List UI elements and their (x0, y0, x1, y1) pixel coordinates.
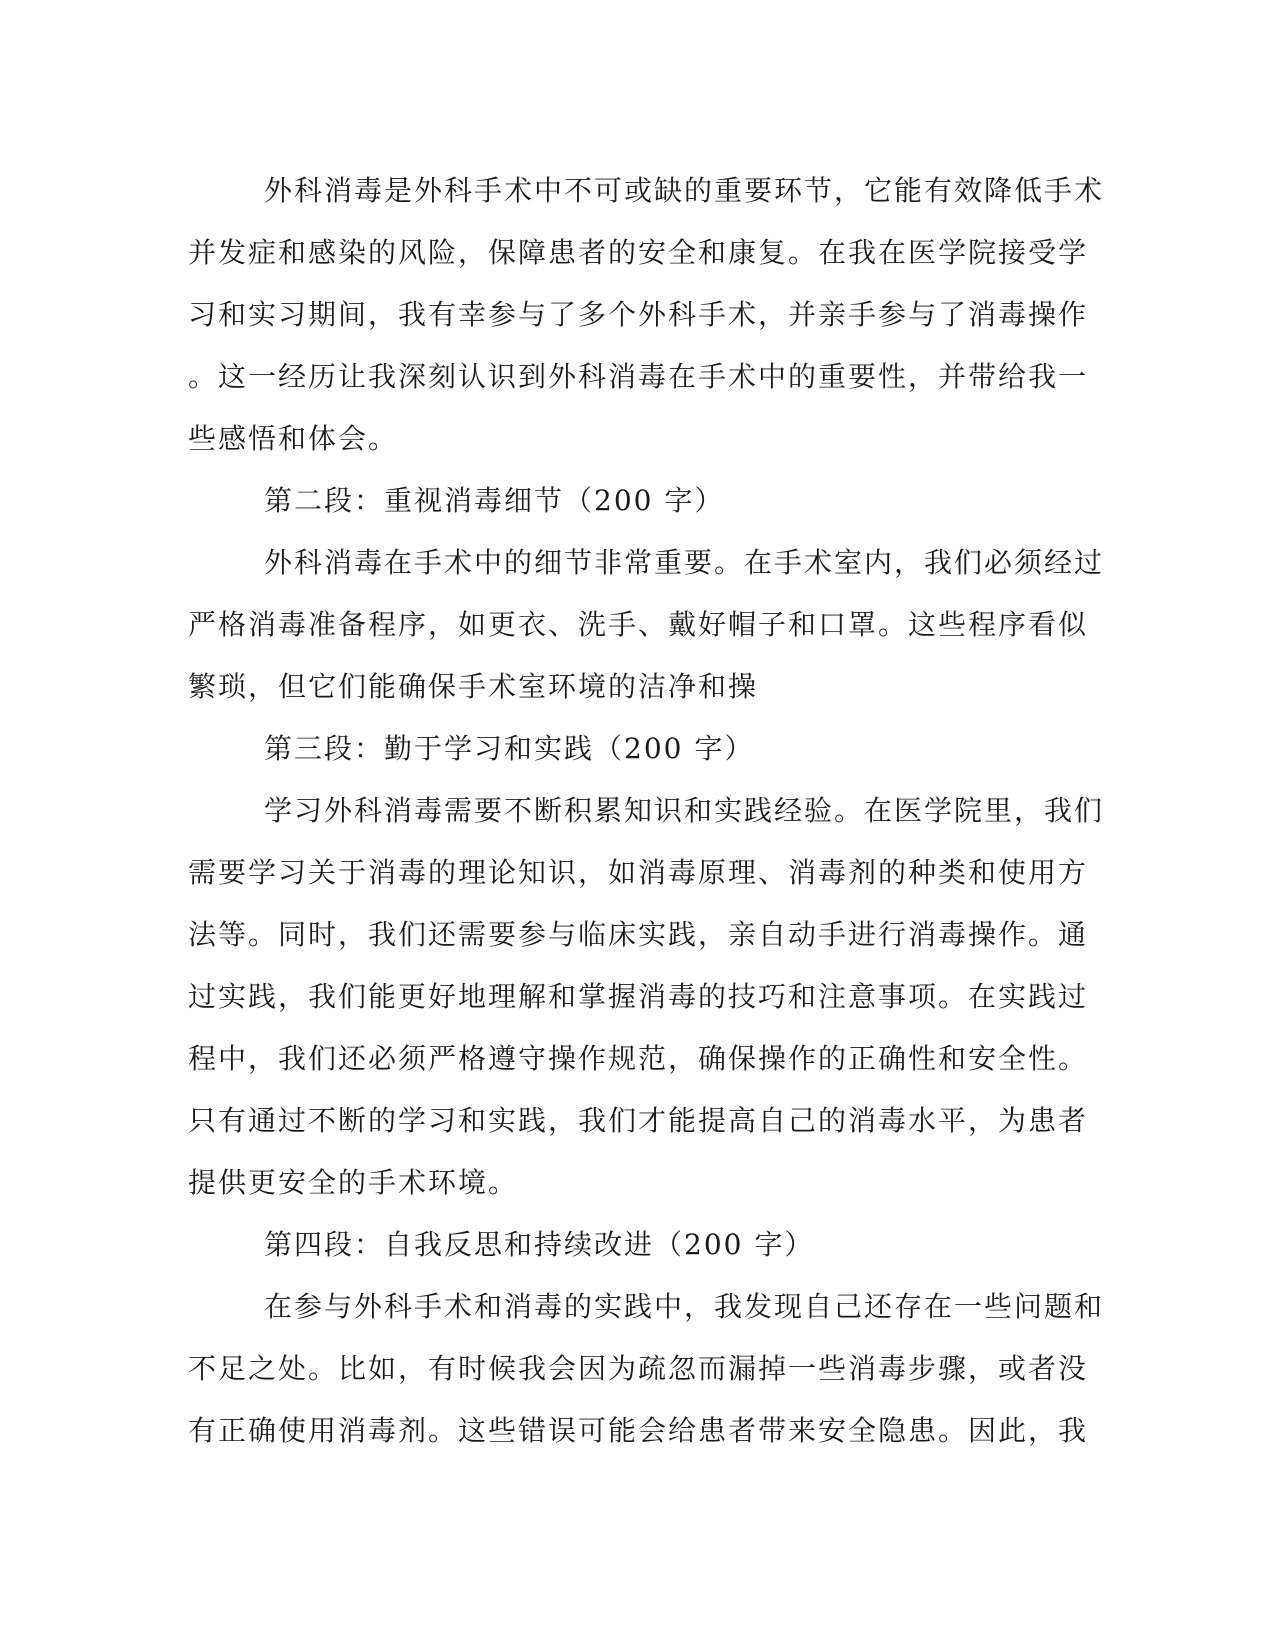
paragraph-3-line-3: 法等。同时，我们还需要参与临床实践，亲自动手进行消毒操作。通 (188, 918, 1089, 951)
paragraph-3-line-1: 学习外科消毒需要不断积累知识和实践经验。在医学院里，我们 (264, 794, 1105, 827)
paragraph-1-line-5: 些感悟和体会。 (188, 422, 399, 455)
paragraph-1-line-3: 习和实习期间，我有幸参与了多个外科手术，并亲手参与了消毒操作 (188, 298, 1089, 331)
paragraph-4-line-3: 有正确使用消毒剂。这些错误可能会给患者带来安全隐患。因此，我 (188, 1414, 1089, 1447)
paragraph-2-line-1: 外科消毒在手术中的细节非常重要。在手术室内，我们必须经过 (264, 546, 1105, 579)
paragraph-3-line-2: 需要学习关于消毒的理论知识，如消毒原理、消毒剂的种类和使用方 (188, 856, 1089, 889)
paragraph-3-line-5: 程中，我们还必须严格遵守操作规范，确保操作的正确性和安全性。 (188, 1042, 1089, 1075)
paragraph-3-line-6: 只有通过不断的学习和实践，我们才能提高自己的消毒水平，为患者 (188, 1104, 1089, 1137)
section-heading-2: 第二段：重视消毒细节（200 字） (264, 484, 725, 517)
paragraph-1-line-1: 外科消毒是外科手术中不可或缺的重要环节，它能有效降低手术 (264, 174, 1105, 207)
paragraph-1-line-2: 并发症和感染的风险，保障患者的安全和康复。在我在医学院接受学 (188, 236, 1089, 269)
paragraph-1-line-4: 。这一经历让我深刻认识到外科消毒在手术中的重要性，并带给我一 (188, 360, 1089, 393)
section-heading-3: 第三段：勤于学习和实践（200 字） (264, 732, 755, 765)
document-body (188, 160, 1105, 1462)
paragraph-2-line-3: 繁琐，但它们能确保手术室环境的洁净和操 (188, 670, 759, 703)
paragraph-3-line-4: 过实践，我们能更好地理解和掌握消毒的技巧和注意事项。在实践过 (188, 980, 1089, 1013)
paragraph-4-line-2: 不足之处。比如，有时候我会因为疏忽而漏掉一些消毒步骤，或者没 (188, 1352, 1089, 1385)
section-heading-4: 第四段：自我反思和持续改进（200 字） (264, 1228, 815, 1261)
paragraph-4-line-1: 在参与外科手术和消毒的实践中，我发现自己还存在一些问题和 (264, 1290, 1105, 1323)
paragraph-2-line-2: 严格消毒准备程序，如更衣、洗手、戴好帽子和口罩。这些程序看似 (188, 608, 1089, 641)
paragraph-3-line-7: 提供更安全的手术环境。 (188, 1166, 519, 1199)
